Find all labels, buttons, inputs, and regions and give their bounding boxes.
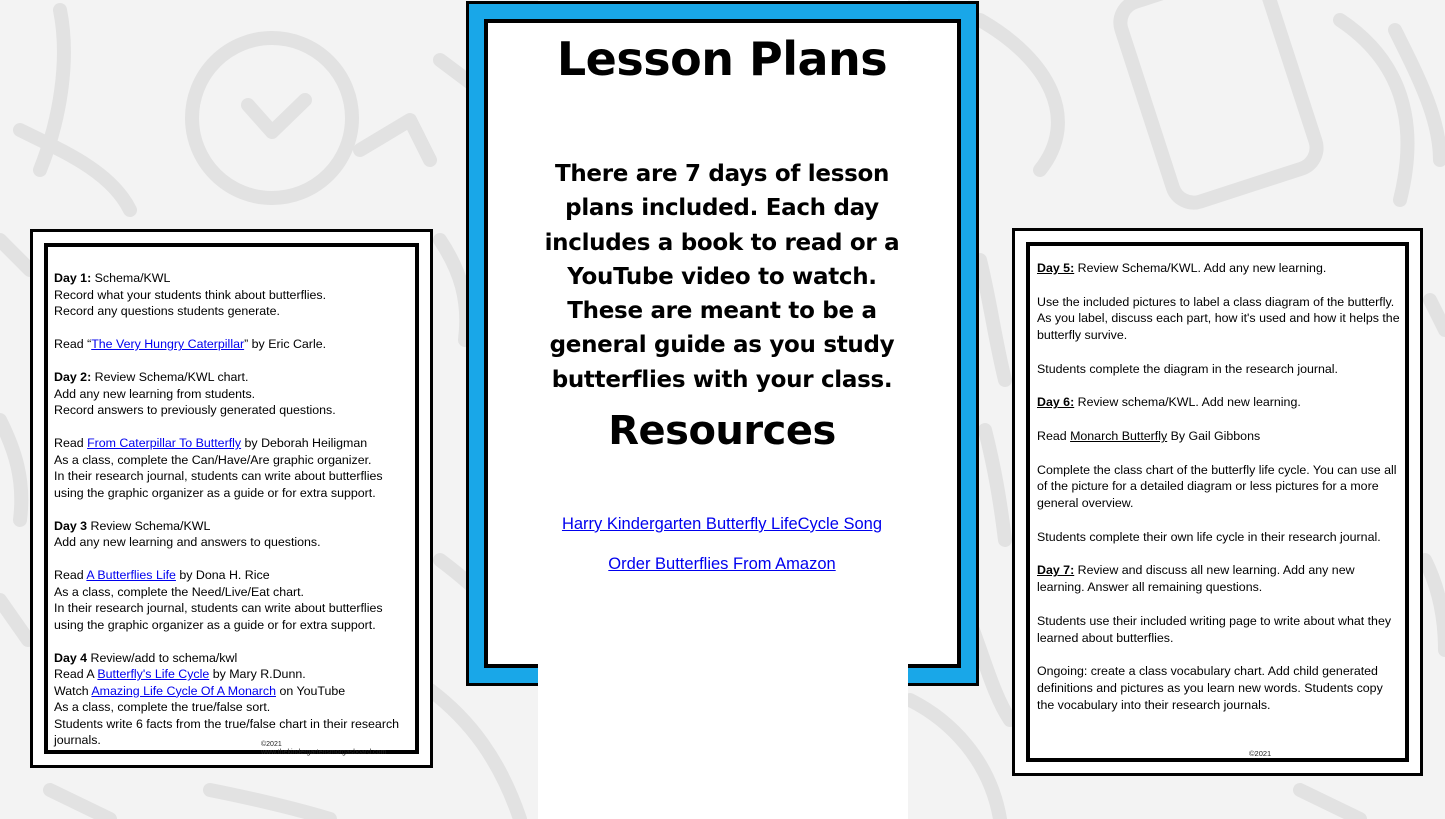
read-2-prefix: Read: [54, 436, 88, 450]
day-4-line-2: Students write 6 facts from the true/false chart in their research journals.: [54, 716, 400, 747]
day-7-title: Review and discuss all new learning. Add any new learning. Answer all remaining questions.: [1037, 563, 1355, 595]
read-4-suffix: by Mary R.Dunn.: [209, 667, 306, 681]
page-title: Lesson Plans: [556, 32, 888, 86]
read-1-suffix: ” by Eric Carle.: [244, 337, 327, 351]
day-5-block: [1037, 260, 1401, 277]
caterpillar-to-butterfly-link[interactable]: From Caterpillar To Butterfly: [87, 436, 242, 450]
resource-link-song-row: [486, 515, 958, 534]
day-2-line-2: Record answers to previously generated questions.: [54, 403, 336, 417]
day-3-block: [54, 518, 414, 551]
order-butterflies-amazon-link[interactable]: Order Butterflies From Amazon: [608, 555, 836, 573]
day-3-title: Review Schema/KWL: [87, 518, 211, 533]
day-2-label: Day 2:: [54, 370, 92, 384]
day-5-label: Day 5:: [1037, 261, 1075, 275]
watch-suffix: on YouTube: [276, 683, 346, 698]
day-6-paragraph-2: Students complete their own life cycle in their research journal.: [1037, 529, 1381, 544]
day-6-paragraph-1: Complete the class chart of the butterfly life cycle. You can use all of the picture for a detailed diagram or less pictures for a more general overview.: [1037, 462, 1397, 511]
day-2-line-1: Add any new learning from students.: [54, 386, 256, 401]
ongoing-paragraph: Ongoing: create a class vocabulary chart. Add child generated definitions and pictures as you learn new words. Students copy the vocabulary into their research journals.: [1037, 664, 1383, 712]
lesson-days-5-7-text: [1037, 260, 1401, 730]
day-1-label: Day 1:: [54, 271, 92, 285]
day-7-paragraph-1: Students use their included writing page to write about what they learned about butterflies.: [1037, 613, 1392, 645]
day-1-line-1: Record what your students think about butterflies.: [54, 287, 327, 302]
amazing-life-cycle-monarch-link[interactable]: Amazing Life Cycle Of A Monarch: [91, 683, 276, 698]
read-1-block: [54, 336, 414, 353]
day-4-label: Day 4: [54, 650, 88, 665]
day-7-label: Day 7:: [1037, 563, 1075, 578]
read-3-block: [54, 567, 414, 633]
day-3-label: Day 3: [54, 518, 88, 533]
read-2-suffix: by Deborah Heiligman: [241, 436, 368, 450]
day-6-label: Day 6:: [1037, 395, 1075, 410]
read-2-line-2: In their research journal, students can write about butterflies using the graphic organizer as a guide or for extra support.: [54, 469, 383, 500]
clock-doodle-icon: [192, 38, 352, 198]
day-4-block: [54, 650, 414, 749]
read-4-prefix: Read A: [54, 667, 98, 681]
intro-paragraph: There are 7 days of lesson plans included. Each day includes a book to read or a YouTube video to watch. These are meant to be a general guide as you study butterflies with your class.: [544, 161, 900, 393]
read-2-line-1: As a class, complete the Can/Have/Are graphic organizer.: [54, 452, 372, 467]
read-3-suffix: by Dona H. Rice: [175, 568, 270, 582]
day-2-title: Review Schema/KWL chart.: [91, 370, 249, 384]
read-6-block: [1037, 428, 1401, 445]
read-3-prefix: Read: [54, 568, 87, 582]
lesson-days-1-4-text: [54, 270, 414, 765]
resources-heading: Resources: [608, 408, 836, 454]
day-4-line-1: As a class, complete the true/false sort.: [54, 700, 271, 714]
harry-kindergarten-song-link[interactable]: Harry Kindergarten Butterfly LifeCycle Song: [561, 515, 883, 533]
right-copyright: ©2021: [1249, 749, 1272, 758]
day-6-block: [1037, 394, 1401, 411]
a-butterflies-life-link[interactable]: A Butterflies Life: [86, 568, 176, 582]
left-copyright: ©2021: [261, 741, 282, 748]
left-page-footer: [261, 741, 386, 757]
read-6-suffix: By Gail Gibbons: [1167, 428, 1261, 443]
day-1-title: Schema/KWL: [91, 271, 171, 285]
read-3-line-1: As a class, complete the Need/Live/Eat chart.: [54, 584, 305, 599]
read-2-block: [54, 435, 414, 501]
day-5-paragraph-1: Use the included pictures to label a class diagram of the butterfly. As you label, discuss each part, how it's used and how it helps the butterfly survive.: [1037, 294, 1400, 343]
day-5-paragraph-2: Students complete the diagram in the research journal.: [1037, 361, 1338, 376]
very-hungry-caterpillar-link[interactable]: The Very Hungry Caterpillar: [91, 337, 245, 351]
day-2-block: [54, 369, 414, 419]
day-5-title: Review Schema/KWL. Add any new learning.: [1074, 261, 1327, 275]
day-3-line-1: Add any new learning and answers to questions.: [54, 535, 321, 549]
day-1-line-2: Record any questions students generate.: [54, 304, 280, 318]
day-7-block: [1037, 562, 1401, 596]
left-website: www.thekindergartensmorgasboard.com: [261, 749, 387, 756]
calculator-doodle-icon: [1115, 0, 1323, 208]
monarch-butterfly-link[interactable]: Monarch Butterfly: [1070, 428, 1168, 443]
day-1-block: [54, 270, 414, 320]
center-backdrop-cover: [538, 662, 908, 692]
butterflys-life-cycle-link[interactable]: Butterfly's Life Cycle: [97, 667, 210, 681]
day-4-title: Review/add to schema/kwl: [87, 650, 238, 665]
read-3-line-2: In their research journal, students can write about butterflies using the graphic organizer as a guide or for extra support.: [54, 601, 383, 632]
resource-link-amazon-row: [486, 555, 958, 574]
watch-prefix: Watch: [54, 683, 92, 698]
read-1-prefix: Read “: [54, 337, 92, 351]
read-6-prefix: Read: [1037, 428, 1071, 443]
day-6-title: Review schema/KWL. Add new learning.: [1074, 395, 1301, 410]
